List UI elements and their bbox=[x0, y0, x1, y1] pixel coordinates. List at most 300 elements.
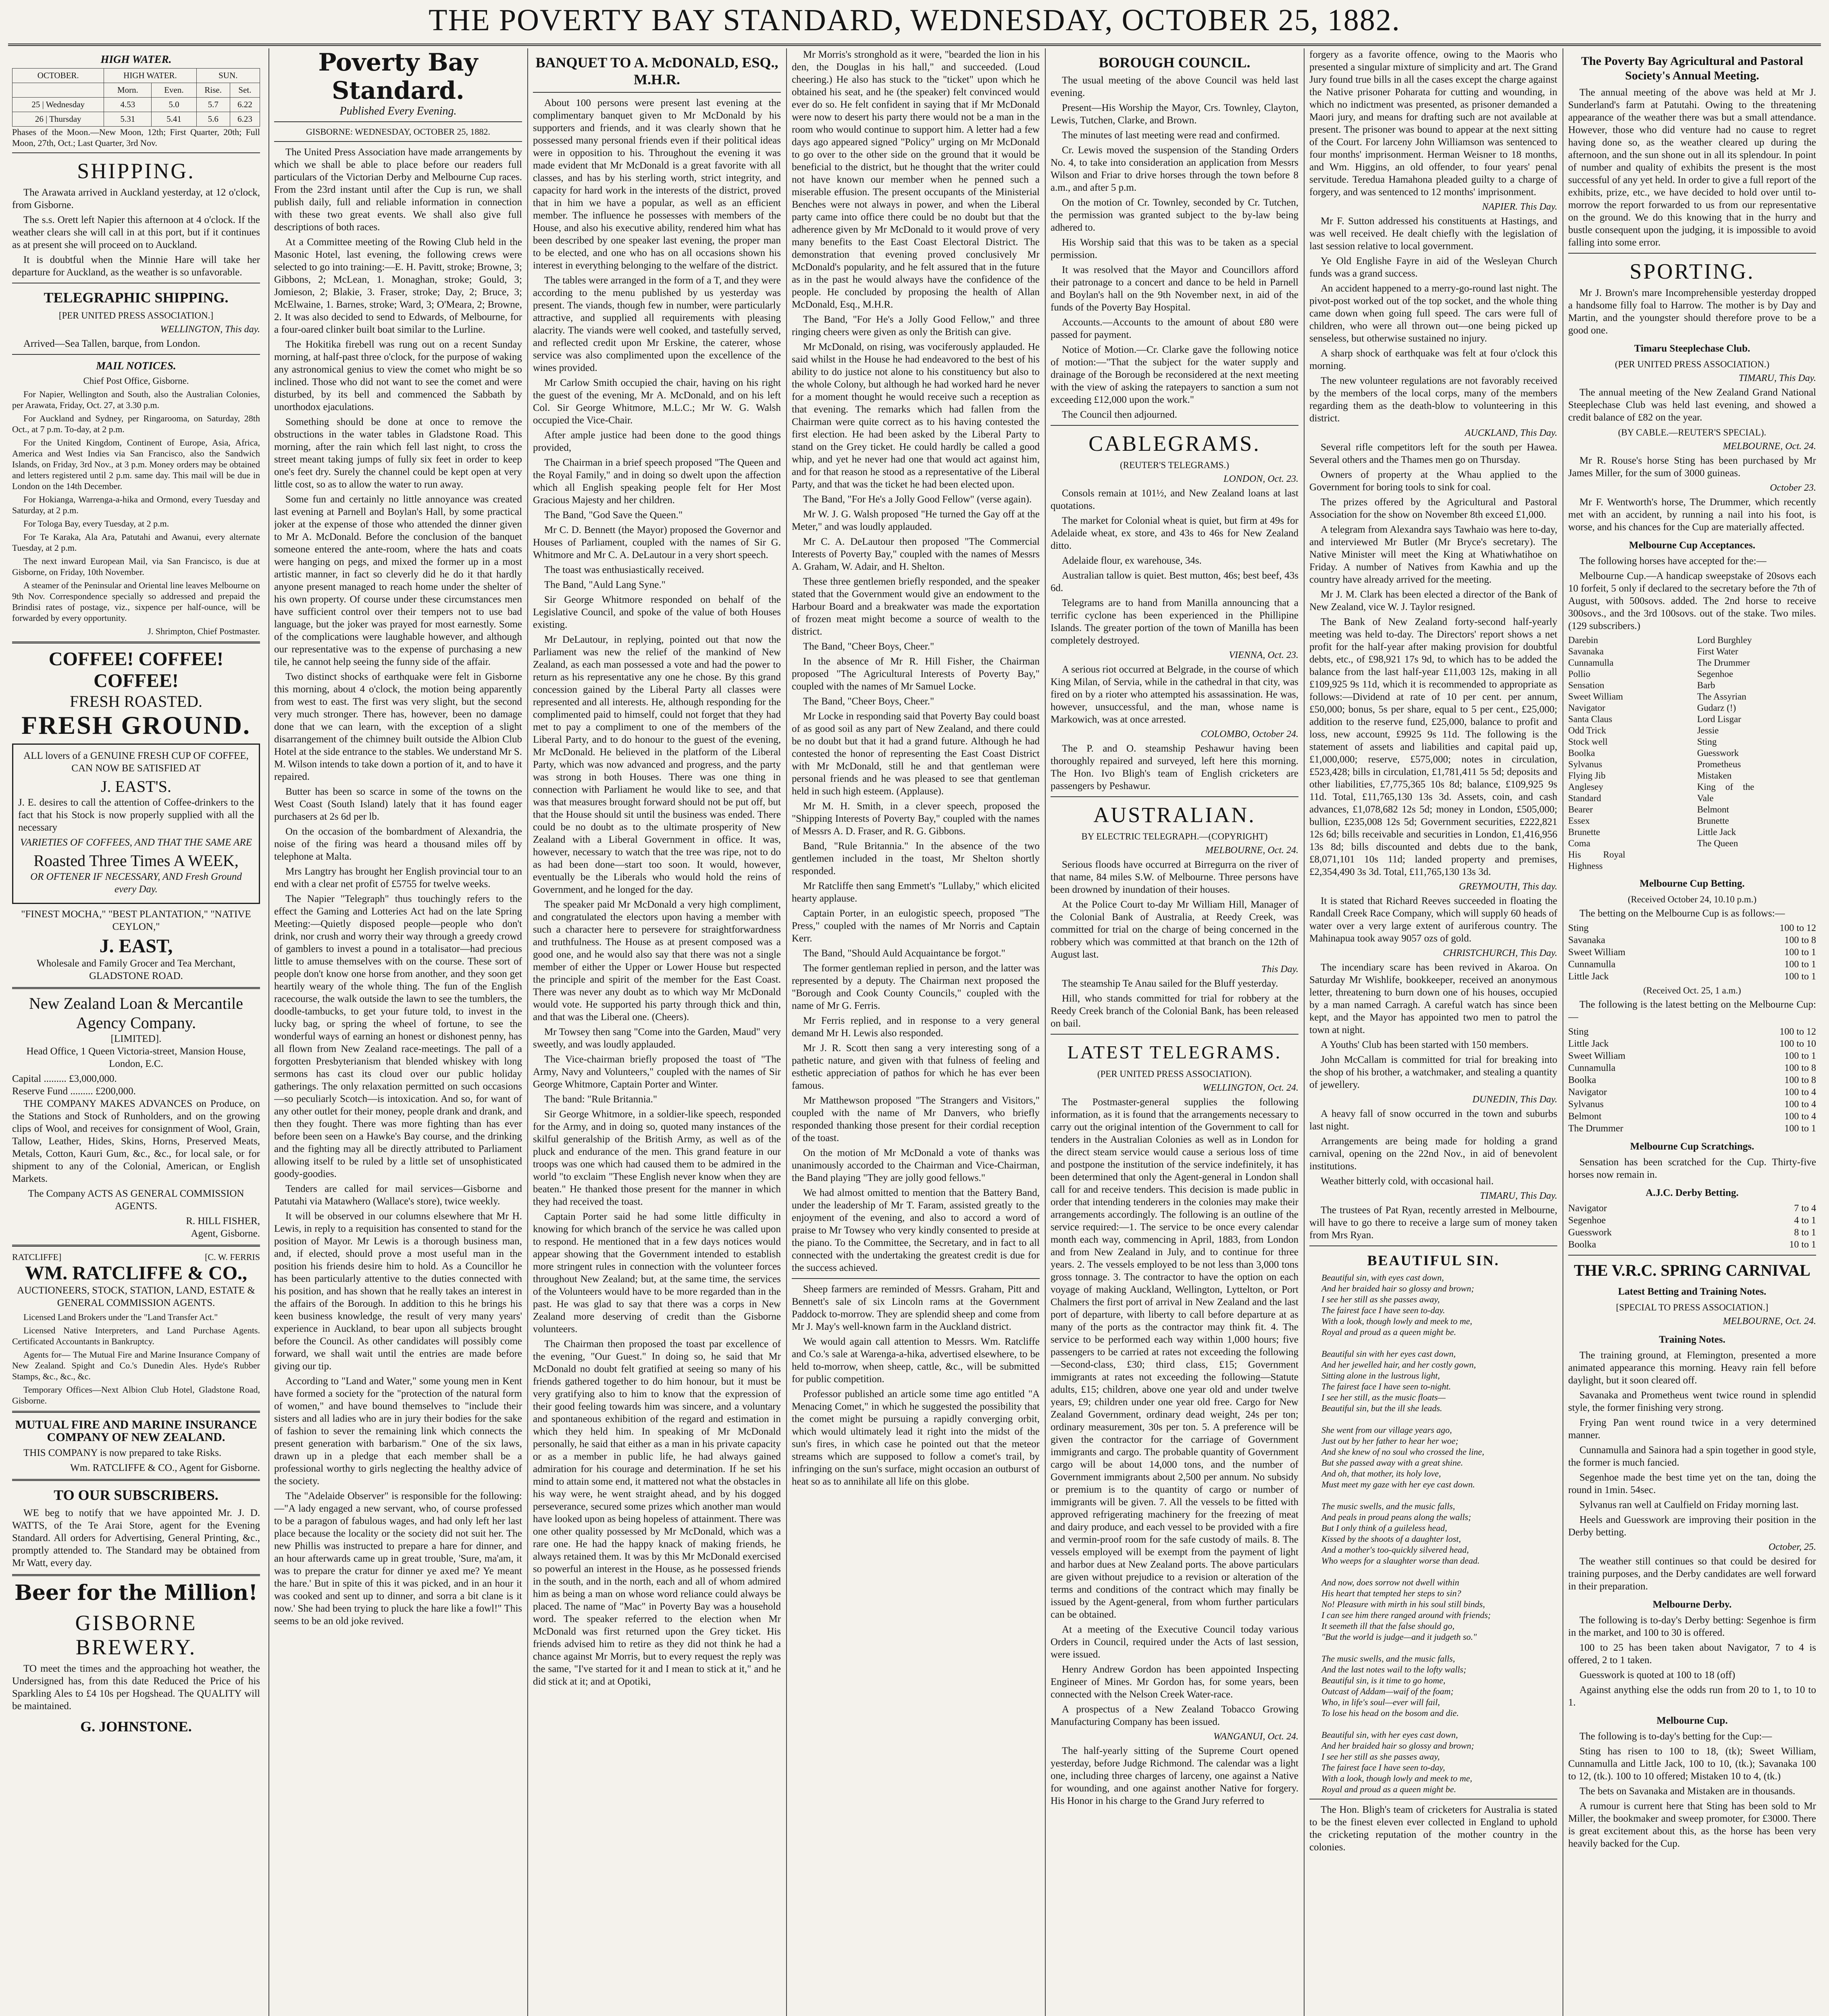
banquet-text: In the absence of Mr R. Hill Fisher, the Chairman proposed "The Agricultural Interests of Poverty Bay," coupled with the names of Mr Samuel Locke. bbox=[792, 656, 1040, 692]
australian-sub: BY ELECTRIC TELEGRAPH.—(COPYRIGHT) bbox=[1081, 831, 1268, 841]
dateline: NAPIER. This Day. bbox=[1482, 202, 1557, 212]
column-7 bbox=[1568, 48, 1816, 2016]
horse-name: The Drummer bbox=[1697, 658, 1750, 668]
poem-line: I see her still as she passes away, bbox=[1321, 1752, 1440, 1762]
horse-name: Sylvanus bbox=[1568, 1099, 1604, 1110]
poem-line: And peals in proud peans along the walls; bbox=[1321, 1512, 1471, 1522]
shipping-title: SHIPPING. bbox=[77, 159, 195, 183]
betting-line bbox=[1568, 1050, 1816, 1062]
sporting-text: Against anything else the odds run from 20 to 1, to 10 to 1. bbox=[1568, 1685, 1816, 1708]
poem-line: Royal and proud as a queen might be. bbox=[1321, 1327, 1457, 1337]
poem-line: But she passed away with a great shine. bbox=[1321, 1458, 1463, 1468]
betting-line bbox=[1568, 922, 1816, 934]
telegram-text: Owners of property at the Whau applied to the Government for boring tools to sink for coal. bbox=[1309, 469, 1557, 493]
horse-name: Anglesey bbox=[1568, 782, 1603, 792]
article-text: Tenders are called for mail services—Gisborne and Patutahi via Matawhero (Wallace's store), twice weekly. bbox=[274, 1183, 522, 1207]
poem-line: The music swells, and the music falls, bbox=[1321, 1654, 1455, 1664]
banquet-text: Sir George Whitmore, in a soldier-like speech, responded for the Army, and in doing so, quoted many instances of the skilful generalship of the British Army, as well as of the pluck and endurance of the men. This grand feature in our troops was one which had caused them to be admired in the world "to exclaim "These English never know when they are beaten." He thanked those present for the manner in which they had received the toast. bbox=[533, 1109, 781, 1207]
poem-line bbox=[1309, 1337, 1557, 1348]
coffee-varieties: "FINEST MOCHA," "BEST PLANTATION," "NATIVE CEYLON," bbox=[21, 909, 251, 932]
tide-row: 25 | Wednesday 4.53 5.0 5.7 6.22 bbox=[12, 98, 260, 112]
cup-betting-title: Melbourne Cup Betting. bbox=[1640, 878, 1745, 889]
betting-line bbox=[1568, 1062, 1816, 1074]
banquet-text: Mr Morris's stronghold as it were, "bearded the lion in his den, the Douglas in his hall," and succeeded. (Loud cheering.) He also has stuck to the "ticket" upon which he obtained his seat, and he (the speaker) felt convinced would ever do so. He felt confident in saying that if Mr McDonald were now to desert his party there would not be a man in the room who would continue to support him. A letter had a few days ago appeared signed "Policy" urging on Mr McDonald to go over to the other side on the ground that it would be beneficial to the district, but he thought that the writer could not have known our member when he penned such a miserable effusion. The present occupants of the Ministerial Benches were not always in power, and when the Liberal party came into office there could be no doubt but that the adherence given by Mr McDonald to it would prove of very many benefits to the East Coast Electoral District. The demonstration that evening proved conclusively Mr McDonald's popularity, and he felt assured that in the future as in the past he would always have the confidence of the people. He concluded by proposing the health of Allan McDonald, Esq., M.H.R. bbox=[792, 49, 1040, 310]
sporting-text: Sylvanus ran well at Caulfield on Friday morning last. bbox=[1579, 1500, 1799, 1510]
council-text: His Worship said that this was to be taken as a special permission. bbox=[1051, 237, 1298, 260]
nzl-office: Head Office, 1 Queen Victoria-street, Mansion House, London, E.C. bbox=[26, 1046, 246, 1069]
betting-line bbox=[1568, 934, 1816, 946]
banquet-title: BANQUET TO A. McDONALD, ESQ., M.H.R. bbox=[535, 54, 778, 87]
high-water-title: HIGH WATER. bbox=[100, 53, 172, 65]
sub-heading: [SPECIAL TO PRESS ASSOCIATION.] bbox=[1616, 1302, 1769, 1312]
poem-line: She went from our village years ago, bbox=[1321, 1425, 1452, 1435]
nzl-capital: Capital ......... £3,000,000. bbox=[12, 1073, 117, 1084]
horse-name: Sylvanus bbox=[1568, 759, 1602, 769]
banquet-text: On the motion of Mr McDonald a vote of thanks was unanimously accorded to the Chairman and Vice-Chairman, the Band playing "They are jolly good fellows." bbox=[792, 1148, 1040, 1183]
column-divider bbox=[527, 48, 528, 2016]
column-4 bbox=[792, 48, 1040, 2016]
agricultural-text: The annual meeting of the above was held at Mr J. Sunderland's farm at Patutahi. Owing to the threatening appearance of the weather there was but a small attendance. However, those who did venture had no cause to regret having done so, as the weather cleared up during the afternoon, and the sun shone out in all its splendour. In point of number and quality of exhibits the present is the most successful of any yet held. In order to give a full report of the exhibits, prize, etc., we have decided to hold over until to-morrow the report forwarded to us from our representative on the ground. We do this knowing that in the hurry and bustle consequent upon the judging, it is impossible to avoid falling into some error. bbox=[1568, 87, 1816, 248]
betting-odds: 100 to 12 bbox=[1779, 923, 1816, 933]
betting-line bbox=[1568, 946, 1816, 958]
poem-line: And now, does sorrow not dwell within bbox=[1321, 1577, 1459, 1587]
sporting-text: Heels and Guesswork are improving their position in the Derby betting. bbox=[1568, 1514, 1816, 1538]
horse-name: Essex bbox=[1568, 816, 1590, 826]
brewery-text: TO meet the times and the approaching hot weather, the Undersigned has, from this date Reduced the Price of his Sparkling Ales to £4 10s per Hogshead. The QUALITY will be maintained. bbox=[12, 1663, 260, 1712]
article-text: According to "Land and Water," some young men in Kent have formed a society for the "protection of the natural form of women," and have bound themselves to "include their sisters and all ladies who are in jury their bodies for the sake of fashion to sever the remaining link which connects the present generation with barbarism." One of the six laws, drawn up in a pledge that each member shall be a professional worthy to girls neglecting the healthy advice of the society. bbox=[274, 1376, 522, 1487]
horse-name: The Assyrian bbox=[1697, 691, 1746, 702]
sporting-text: Guesswork is quoted at 100 to 18 (off) bbox=[1579, 1670, 1735, 1681]
poem-line: The fairest face I have seen to-day. bbox=[1321, 1305, 1445, 1315]
horse-name: Brunette bbox=[1568, 827, 1600, 837]
horse-name: Standard Bearer bbox=[1568, 793, 1601, 814]
mail-text: For Napier, Wellington and South, also the Australian Colonies, per Arawata, Friday, Oct. 27, at 3.30 p.m. bbox=[12, 389, 260, 410]
sporting-text: Sting has risen to 100 to 18, (tk); Sweet William, Cunnamulla and Little Jack, 100 to 10, (tk.); Savanaka 100 to 12, (tk.). 100 to 10 offered; Mistaken 10 to 4, (tk.) bbox=[1568, 1746, 1816, 1782]
banquet-text: About 100 persons were present last evening at the complimentary banquet given to Mr McDonald by his supporters and friends, and it was clearly shown that he possessed many personal friends even if their political ideas were in opposition to his. Throughout the evening it was made evident that Mr McDonald is a great favorite with all classes, and has by his sterling worth, strict integrity, and capacity for hard work in the interests of the district, proved that in him we have a popular, as well as an efficient member. The influence he possesses with members of the House, and also his executive ability, rendered him what has been described by one speaker last evening, the proper man to be elected, and one who has on all occasions shown his interest in everything belonging to the welfare of the district. bbox=[533, 98, 781, 271]
poem-line: I can see him there ranged around with friends; bbox=[1321, 1610, 1491, 1620]
horse-name: Lord Lisgar bbox=[1697, 714, 1742, 724]
cable-text: The market for Colonial wheat is quiet, but firm at 49s for Adelaide wheat, ex store, and 43s to 46s for New Zealand ditto. bbox=[1051, 515, 1298, 551]
borough-council-title: BOROUGH COUNCIL. bbox=[1099, 54, 1251, 71]
horse-name: Boolka bbox=[1568, 748, 1595, 758]
telegraphic-text: Arrived—Sea Tallen, barque, from London. bbox=[23, 338, 200, 349]
column-divider bbox=[268, 48, 269, 2016]
horse-name: Coma bbox=[1568, 838, 1590, 848]
horse-name: Belmont bbox=[1568, 1111, 1602, 1122]
poem-line: Kissed by the shoots of a daughter lost, bbox=[1321, 1534, 1461, 1544]
council-text: On the motion of Cr. Townley, seconded by Cr. Tutchen, the permission was granted subject to the by-law being adhered to. bbox=[1051, 197, 1298, 233]
local-news-text: Professor published an article some time ago entitled "A Menacing Comet," in which he suggested the possibility that the comet might be pursuing a rapidly converging orbit, which would ultimately lead it right into the midst of the sun's fires, in which case he pointed out that the meteor streams which are supposed to follow a comet's trail, by infringing on the sun's surface, might occasion an outburst of heat so as to annihilate all life on this globe. bbox=[792, 1389, 1040, 1487]
banquet-text: Mr McDonald, on rising, was vociferously applauded. He said whilst in the House he had endeavored to the best of his ability to do justice not alone to his constituency but also to the whole Colony, but although he had worked hard he never for a moment thought he would receive such a reception as that evening. The remarks which had fallen from the Chairman were quite correct as to his having contested the first election. He had been asked by the Liberal Party to stand on the Grey ticket. He could hardly be called a good whip, and yet he never had one that would act against him, and for that reason he stood as a representative of the Liberal Party, and that was the ticket he had been elected upon. bbox=[792, 342, 1040, 490]
column-1 bbox=[12, 48, 260, 2016]
coffee-fresh-ground: FRESH GROUND. bbox=[21, 711, 251, 739]
column-6 bbox=[1309, 48, 1557, 2016]
poem-line: Must meet my gaze with her eye cast down. bbox=[1321, 1479, 1475, 1489]
subscribers-title: TO OUR SUBSCRIBERS. bbox=[54, 1487, 218, 1503]
council-text: Accounts.—Accounts to the amount of about £80 were passed for payment. bbox=[1051, 317, 1298, 340]
betting-line bbox=[1568, 1123, 1816, 1135]
column-divider bbox=[1045, 48, 1046, 2016]
horse-name: Stock well bbox=[1568, 737, 1608, 747]
horse-name: Cunnamulla bbox=[1568, 959, 1616, 970]
nzl-title: New Zealand Loan & Mercantile Agency Company. bbox=[29, 994, 243, 1032]
poem-line: Beautiful sin, is it time to go home, bbox=[1321, 1675, 1446, 1685]
horse-name: Flying Jib bbox=[1568, 771, 1606, 781]
telegram-text: A Youths' Club has been started with 150 members. bbox=[1321, 1039, 1529, 1050]
banquet-text: The Vice-chairman briefly proposed the toast of "The Army, Navy and Volunteers," coupled with the names of Sir George Whitmore, Captain Porter and Winter. bbox=[533, 1054, 781, 1090]
tide-header: OCTOBER. bbox=[12, 69, 104, 83]
betting-odds: 100 to 1 bbox=[1784, 947, 1816, 958]
sporting-text: Mr F. Wentworth's horse, The Drummer, which recently met with an accident, by running a nail into his foot, is worse, and his chances for the Cup are materially affected. bbox=[1568, 497, 1816, 533]
mail-text: For the United Kingdom, Continent of Europe, Asia, Africa, America and West Indies via San Francisco, also the Sandwich Islands, on Friday, 3rd Nov., at 3 p.m. Money orders may be obtained and letters registered until 2 p.m. same day. This mail will be due in London on the 14th December. bbox=[12, 437, 260, 491]
horse-name: Sweet William bbox=[1568, 1051, 1625, 1061]
banquet-text: The band: "Rule Britannia." bbox=[544, 1094, 658, 1105]
dateline: WELLINGTON, Oct. 24. bbox=[1203, 1083, 1298, 1093]
banquet-text: The Band, "For He's a Jolly Good Fellow" (verse again). bbox=[803, 494, 1032, 505]
betting-odds: 100 to 10 bbox=[1779, 1039, 1816, 1049]
horse-name: Sting bbox=[1697, 737, 1717, 747]
horse-name: Guesswork bbox=[1697, 748, 1739, 758]
banquet-text: The tables were arranged in the form of a T, and they were according to the menu published by us yesterday was present. The viands, though few in number, were particularly attractive, and supplied all requirements with pleasing alacrity. The viands were well cooked, and tastefully served, and reflected credit upon Mr Erskine, the caterer, whose service was also complimented upon the excellence of the wines provided. bbox=[533, 275, 781, 373]
banquet-text: Captain Porter said he had some little difficulty in knowing for which branch of the service he was called upon to respond. He mentioned that in a few days notices would appear showing that the Government intended to establish more stringent rules in connection with the volunteer forces throughout New Zealand; but, at the same time, the services of the Volunteers would have to be more regarded than in the past. He was glad to say that there was a corps in New Zealand more deserving of credit than the Gisborne volunteers. bbox=[533, 1211, 781, 1335]
mutual-text: THIS COMPANY is now prepared to take Risks. bbox=[23, 1447, 222, 1458]
sporting-text: Melbourne Cup.—A handicap sweepstake of 20sovs each 10 forfeit, 5 only if declared to the secretary before the 7th of August, with 500sovs. added. The 2nd horse to receive 300sovs., and the 3rd 100sovs. out of the stake. Two miles. (129 subscribers.) bbox=[1568, 571, 1816, 631]
mail-notices-title: MAIL NOTICES. bbox=[96, 360, 176, 372]
banquet-text: The Band, "For He's a Jolly Good Fellow," and three ringing cheers were given as only the British can give. bbox=[792, 314, 1040, 337]
poem-line: Just out by her father to hear her woe; bbox=[1321, 1436, 1459, 1446]
horse-name: Belmont bbox=[1697, 804, 1729, 814]
banquet-text: Mr Locke in responding said that Poverty Bay could boast of as good soil as any part of New Zealand, and there could be no doubt but that it had a grand future. Although he had contested the honor of representing the East Coast District with Mr McDonald, still he and that gentleman were personal friends and he was pleased to see that gentleman held in such high esteem. (Applause). bbox=[792, 711, 1040, 797]
article-text: Butter has been so scarce in some of the towns on the West Coast (South Island) lately that it has found eager purchasers at 2s 6d per lb. bbox=[274, 786, 522, 822]
dateline: CHRISTCHURCH, This Day. bbox=[1442, 948, 1557, 958]
horse-name: Sting bbox=[1568, 923, 1589, 933]
article-text: Two distinct shocks of earthquake were felt in Gisborne this morning, about 4 o'clock, the motion being apparently from west to east. The first was very slight, but the second very much stronger. There has, however, been no damage done that we can learn, with the exception of a slight disarrangement of the chimney built outside the Albion Club Hotel at the side entrance to the stables. We understand Mr S. M. Wilson intends to take down a portion of it, and to have it repaired. bbox=[274, 671, 522, 782]
column-3 bbox=[533, 48, 781, 2016]
horse-name: Savanaka bbox=[1568, 935, 1605, 946]
banquet-text: The Band, "Cheer Boys, Cheer." bbox=[803, 641, 934, 652]
sporting-text: Frying Pan went round twice in a very determined manner. bbox=[1568, 1417, 1816, 1441]
poem-line: Beautiful sin, with her eyes cast down, bbox=[1321, 1730, 1458, 1740]
horse-name: Sensation bbox=[1568, 680, 1604, 690]
horse-name: Savanaka bbox=[1568, 646, 1604, 656]
poem-line bbox=[1309, 1642, 1557, 1653]
ferris-right: [C. W. FERRIS bbox=[205, 1252, 260, 1262]
masthead-rule bbox=[8, 44, 1821, 46]
horse-name: Boolka bbox=[1568, 1075, 1596, 1085]
betting-line bbox=[1568, 1098, 1816, 1110]
poem-line: Beautiful sin, with eyes cast down, bbox=[1321, 1272, 1444, 1283]
mail-signature: J. Shrimpton, Chief Postmaster. bbox=[148, 626, 260, 636]
banquet-text: Mr C. A. DeLautour then proposed "The Commercial Interests of Poverty Bay," coupled with the names of Messrs A. Graham, W. Adair, and H. Shelton. bbox=[792, 536, 1040, 572]
banquet-text: The former gentleman replied in person, and the latter was represented by a deputy. The Chairman next proposed the "Borough and Cook County Councils," coupled with the name of Mr G. Ferris. bbox=[792, 963, 1040, 1011]
moon-phases: Phases of the Moon.—New Moon, 12th; First Quarter, 20th; Full Moon, 27th, Oct.; Last Quarter, 3rd Nov. bbox=[12, 127, 260, 148]
betting-line bbox=[1568, 1227, 1816, 1239]
sporting-text: The bets on Savanaka and Mistaken are in thousands. bbox=[1579, 1786, 1796, 1797]
banquet-text: Mr J. R. Scott then sang a very interesting song of a pathetic nature, and given with that fulness of feeling and esthetic appreciation of pathos for which he has ever been famous. bbox=[792, 1043, 1040, 1091]
telegram-text: Arrangements are being made for holding a grand carnival, opening on the 22nd Nov., in aid of benevolent institutions. bbox=[1309, 1136, 1557, 1172]
horse-name: The Queen bbox=[1697, 838, 1738, 848]
telegram-text: Mr J. M. Clark has been elected a director of the Bank of New Zealand, vice W. J. Taylor resigned. bbox=[1309, 589, 1557, 612]
horse-name: Segenhoe bbox=[1697, 669, 1733, 679]
australian-text: Serious floods have occurred at Birregurra on the river of that name, 84 miles S.W. of Melbourne. Three persons have been drowned by inundation of their houses. bbox=[1051, 859, 1298, 895]
poem-line: And her braided hair so glossy and brown; bbox=[1321, 1741, 1474, 1751]
tide-subheader: Morn. bbox=[104, 83, 152, 98]
betting-line bbox=[1568, 1239, 1816, 1251]
ratcliffe-text: Agents for— The Mutual Fire and Marine Insurance Company of New Zealand. Spight and Co.'s Dunedin Ales. Hyde's Rubber Stamps, &c., &c., &c. bbox=[12, 1350, 260, 1381]
banquet-text: Mr Carlow Smith occupied the chair, having on his right the guest of the evening, Mr A. McDonald, and on his left Col. Sir George Whitmore, M.L.C.; Mr W. G. Walsh occupied the Vice-Chair. bbox=[533, 377, 781, 426]
betting-list bbox=[1568, 1202, 1816, 1251]
banquet-text: Mr Ferris replied, and in response to a very general demand Mr H. Lewis also responded. bbox=[792, 1015, 1040, 1039]
sporting-text: Cunnamulla and Sainora had a spin together in good style, the former is much fancied. bbox=[1568, 1445, 1816, 1468]
betting-line bbox=[1568, 1026, 1816, 1038]
ratcliffe-text: Licensed Native Interpreters, and Land Purchase Agents. Certificated Accountants in Bankruptcy. bbox=[12, 1325, 260, 1346]
poem-line: Outcast of Addam—waif of the foam; bbox=[1321, 1686, 1454, 1696]
banquet-text: The Band, "Should Auld Acquaintance be forgot." bbox=[803, 948, 1005, 959]
cable-text: Australian tallow is quiet. Best mutton, 46s; best beef, 43s 6d. bbox=[1051, 570, 1298, 594]
betting-line bbox=[1568, 1202, 1816, 1214]
betting-odds: 100 to 4 bbox=[1784, 1087, 1816, 1098]
poem-line bbox=[1309, 1566, 1557, 1577]
poem-line: Beautiful sin, but the ill she leads. bbox=[1321, 1403, 1442, 1413]
article-text: The "Adelaide Observer" is responsible for the following:—"A lady engaged a new servant, who, of course professed to be a paragon of fabulous wages, and had only left her last place because the locality or the society did not suit her. The new Phillis was instructed to prepare a hare for dinner, and an hour afterwards came up in great trouble, 'Sure, ma'am, it was to prepare the cratur for dinner ye axed me? Ye meant the hare.' But in spite of this it was picked, and in an hour it was cooked and sent up to dinner, and sorra a bit clane is it now.' She had been trying to pluck the hare like a fowl!" This seems to be an old joke revived. bbox=[274, 1491, 522, 1627]
betting-line bbox=[1568, 1214, 1816, 1227]
poem-line: Who, in life's soul—ever will fail, bbox=[1321, 1697, 1440, 1707]
latest-telegrams-title: LATEST TELEGRAMS. bbox=[1067, 1042, 1282, 1062]
banquet-text: We had almost omitted to mention that the Battery Band, under the leadership of Mr T. Faram, assisted greatly to the enjoyment of the evening, and also to accord a word of praise to Mr Towsey who very kindly consented to preside at the piano. To the Committee, the Secretary, and in fact to all connected with the undertaking the greatest credit is due for the success achieved. bbox=[792, 1187, 1040, 1273]
telegram-text: Several rifle competitors left for the south per Hawea. Several others and the Thames men go on Thursday. bbox=[1309, 442, 1557, 465]
australian-text: At the Police Court to-day Mr William Hill, Manager of the Colonial Bank of Australia, at Reedy Creek, was committed for trial on the charge of being concerned in the robbery which was committed at that branch on the 12th of August last. bbox=[1051, 899, 1298, 960]
poem-line bbox=[1309, 1414, 1557, 1425]
sub-heading: Training Notes. bbox=[1659, 1334, 1725, 1345]
horse-name: Lord Burghley bbox=[1697, 635, 1752, 645]
acceptances-list bbox=[1568, 635, 1816, 872]
poem-line: And the last notes wail to the lofty walls; bbox=[1321, 1664, 1467, 1674]
sporting-text: The following is the latest betting on the Melbourne Cup:— bbox=[1568, 999, 1816, 1023]
poem-line: I see her still as she passes away, bbox=[1321, 1294, 1440, 1304]
betting-odds: 10 to 1 bbox=[1789, 1239, 1816, 1250]
tide-header: HIGH WATER. bbox=[104, 69, 196, 83]
telegram-text: The Postmaster-general supplies the following information, as it is found that the arrangements necessary to carry out the original intention of the Government to call for tenders in the Australian Colonies as well as in London for the direct steam service would cause a serious loss of time and postpone the institution of the service indefinitely, it has been determined that only the Agent-general in London shall call for and receive tenders. This decision is made public in order that intending tenderers in the colonies may make their arrangements accordingly. The following is an outline of the service required:—1. The service to be once every calendar month each way, commencing in April, 1883, from London and from New Zealand in July, and to continue for three years. 2. The vessels employed to be not less than 3,000 tons gross tonnage. 3. The contractor to have the option on each voyage of making Auckland, Wellington, Lyttelton, or Port Chalmers the first port of arrival in New Zealand and the last port of departure, with liberty to call before departure at as many of the ports as the contractor may think fit. 4. The service to be performed each way within 1,000 hours; five passengers to be carried at rates not exceeding the following—Second-class, £30; third class, £15; Government immigrants at rates not exceeding the following—Statute adults, £15; children, above one year old and under twelve years, £9; children under one year old free. Cargo for New Zealand Government, ordinary dead weight, 24s per ton; ordinary measurement, 30s per ton. 5. A preference will be given the contractor for the carriage of Government immigrants and cargo. The probable quantity of Government cargo will be about 14,000 tons, and the number of Government immigrants about 2,500 per annum. No subsidy or premium is to the quantity of cargo or number of immigrants will be given. 7. All the vessels to be fitted with approved refrigerating machinery for the freezing of meat and dairy produce, and each vessel to be provided with a fire and vermin-proof room for the safe custody of mails. 8. The vessels employed will be exempt from the payment of light and harbor dues at New Zealand ports. The above particulars are given without prejudice to a revision or alteration of the terms and conditions of the contract which may finally be issued by the Agent-general, from whom further particulars can be obtained. bbox=[1051, 1097, 1298, 1620]
telegram-text: A telegram from Alexandra says Tawhaio was here to-day, and interviewed Mr Butler (Mr Bryce's secretary). The Native Minister will meet the King at Whatiwhatihoe on Friday. A number of Natives from Kawhia and up the country have already arrived for the meeting. bbox=[1309, 524, 1557, 585]
article-text: The Napier "Telegraph" thus touchingly refers to the effect the Gaming and Lotteries Act had on the late Spring Meeting:—Quietly disposed people—people who don't drink, nor crush and worry their way through a greedy crowd of gamblers to invest a pound in a totalisator—had precious little to amuse themselves with on the course. These sort of people don't know one horse from another, and they soon get heartily weary of the whole thing. The fun of the English racecourse, the walk outside the lawn to see the tumblers, the doodle-tambucks, to get your future told, to invest in the lucky bag, or spring the wheel of fortune, to see the wonderful ways of earning an honest or dishonest penny, has all flown from New Zealand race-meetings. The pall of a forgotten Presbyterianism that blended whiskey with long sermons has cast its cloud over our public holiday gatherings. The only relaxation permitted on such occasions—so peculiarly Scotch—is intoxication. And so, for want of any other outlet for their money, people drank and drank, and then they fought. There was more fighting than has ever before been seen on a Hawke's Bay course, and the drinking and the fighting may all be directly attributed to Parliament allowing itself to be ruled by a little set of unsophisticated goody-goodies. bbox=[274, 893, 522, 1179]
banquet-text: The toast was enthusiastically received. bbox=[544, 564, 704, 575]
betting-line bbox=[1568, 1086, 1816, 1098]
horse-name: Sweet William bbox=[1568, 947, 1625, 958]
nzl-text: THE COMPANY MAKES ADVANCES on Produce, on the Stations and Stock of Runholders, and on the growing clips of Wool, and receives for consignment of Wool, Grain, Tallow, Leather, Hides, Skins, Horns, Preserved Meats, Metals, Cotton, Kauri Gum, &c., &c., for local sale, or for shipment to any of the Colonial, American, or English Markets. bbox=[12, 1098, 260, 1184]
sub-heading: (Received October 24, 10.10 p.m.) bbox=[1627, 894, 1757, 904]
betting-odds: 100 to 1 bbox=[1784, 971, 1816, 982]
article-text: The United Press Association have made arrangements by which we shall be able to place before our readers full particulars of the Victorian Derby and Melbourne Cup races. From the 23rd instant until after the Cup is run, we shall publish daily, full and reliable information in connection with these two great events. We shall also give full descriptions of both races. bbox=[274, 147, 522, 233]
australian-title: AUSTRALIAN. bbox=[1093, 803, 1256, 827]
poem-line: To lose his head on the bosom and die. bbox=[1321, 1708, 1459, 1718]
betting-odds: 100 to 1 bbox=[1784, 959, 1816, 970]
dateline: GREYMOUTH, This day. bbox=[1459, 881, 1557, 892]
horse-name: Jessie bbox=[1697, 725, 1719, 735]
subscribers-text: WE beg to notify that we have appointed Mr. J. D. WATTS, of the Te Arai Store, agent for the Evening Standard. All orders for Advertising, General Printing, &c., promptly attended to. The Standard may be obtained from Mr Watt, every day. bbox=[12, 1508, 260, 1568]
tide-table bbox=[12, 68, 260, 127]
betting-odds: 100 to 1 bbox=[1784, 1051, 1816, 1061]
banquet-text: Band, "Rule Britannia." In the absence of the two gentlemen included in the toast, Mr Shelton shortly responded. bbox=[792, 841, 1040, 877]
dateline: This Day. bbox=[1261, 964, 1298, 975]
poem-line: It seemeth ill that the false should go, bbox=[1321, 1621, 1454, 1631]
horse-name: King of the Vale bbox=[1697, 782, 1754, 803]
dateline: MELBOURNE, Oct. 24. bbox=[1723, 441, 1816, 452]
cablegrams-title: CABLEGRAMS. bbox=[1088, 431, 1261, 456]
cup-scratchings-title: Melbourne Cup Scratchings. bbox=[1630, 1141, 1754, 1152]
council-text: It was resolved that the Mayor and Councillors afford their patronage to a concert and dance to be held in Parnell and Boylan's hall on the 9th November next, in aid of the funds of the Poverty Bay Hospital. bbox=[1051, 264, 1298, 313]
horse-name: Sting bbox=[1568, 1027, 1589, 1037]
acceptances-left bbox=[1568, 635, 1687, 872]
latest-sub: (PER UNITED PRESS ASSOCIATION). bbox=[1097, 1069, 1252, 1079]
poem-line: His heart that tempted her steps to sin? bbox=[1321, 1588, 1461, 1598]
horse-name: His Royal Highness bbox=[1568, 850, 1625, 871]
article-text: Something should be done at once to remove the obstructions in the water tables in Gladstone Road. This morning, after the rain which fell last night, to cross the street meant taking jumps of fully six feet in order to keep one's feet dry. Surely the channel could be kept open at very little cost, so as to allow the water to run away. bbox=[274, 417, 522, 490]
poem-line: And her jewelled hair, and her costly gown, bbox=[1321, 1360, 1476, 1370]
poem-title: BEAUTIFUL SIN. bbox=[1367, 1252, 1500, 1268]
sporting-text: The following horses have accepted for the:— bbox=[1579, 556, 1767, 566]
local-news-text: Sheep farmers are reminded of Messrs. Graham, Pitt and Bennett's sale of six Lincoln rams at the Government Paddock to-morrow. They are splendid sheep and come from Mr J. May's well-known farm in the Auckland district. bbox=[792, 1284, 1040, 1332]
poem-line: The fairest face I have seen to-day, bbox=[1321, 1762, 1445, 1772]
published-line: Published Every Evening. bbox=[339, 105, 457, 117]
poem-line: With a look, though lowly and meek to me, bbox=[1321, 1316, 1472, 1326]
council-text: The usual meeting of the above Council was held last evening. bbox=[1051, 75, 1298, 98]
council-text: The Council then adjourned. bbox=[1062, 409, 1178, 420]
beer-title: Beer for the Million! bbox=[14, 1581, 258, 1605]
dateline: WELLINGTON, This day. bbox=[160, 324, 260, 335]
tide-header: SUN. bbox=[196, 69, 260, 83]
horse-name: First Water bbox=[1697, 646, 1738, 656]
poem-line bbox=[1309, 1718, 1557, 1729]
betting-odds: 100 to 8 bbox=[1784, 1063, 1816, 1073]
sporting-text: The following is to-day's Derby betting: Segenhoe is firm in the market, and 100 to 30 is offered. bbox=[1568, 1615, 1816, 1638]
telegraphic-sub: [PER UNITED PRESS ASSOCIATION.] bbox=[58, 310, 214, 321]
article-text: On the occasion of the bombardment of Alexandria, the noise of the firing was heard a thousand miles off by telephone at Malta. bbox=[274, 826, 522, 862]
banquet-text: After ample justice had been done to the good things provided, bbox=[533, 430, 781, 453]
betting-odds: 100 to 4 bbox=[1784, 1111, 1816, 1122]
dateline: TIMARU, This Day. bbox=[1480, 1191, 1557, 1201]
banquet-text: Mr DeLautour, in replying, pointed out that now the Parliament was new the relief of the mankind of New Zealand, as each man possessed a vote and had the power to return as his representative any one he chose. By this grand concession gained by the Liberal Party all classes were represented and all interests. He, although responding for the complimented paid to himself, could not forget that they had met to pay a compliment to one of the members of the Liberal Party, and to do honour to the guest of the evening, Mr McDonald. He believed in the platform of the Liberal Party, which was now advanced and progress, and the party was strong in both Houses. There was one thing in connection with Parliament he would like to see, and that was that measures brought forward should not be put off, but that the House should sit until the business was ended. There could be no doubt as to the ultimate prosperity of New Zealand with a Liberal Government in office. It was, however, necessary to watch that the tree was ripe, not to do as had been done—start too soon. It would, however, eventually be the Liberals who would hold the reins of Government, and he longed for the day. bbox=[533, 634, 781, 895]
telegram-text: An accident happened to a merry-go-round last night. The pivot-post worked out of the top socket, and the whole thing came down when going full speed. The cars were full of children, who were all thrown out—one being picked up senseless, but otherwise sustained no injury. bbox=[1309, 283, 1557, 344]
poem-line: I see her still, as the music floats— bbox=[1321, 1392, 1446, 1402]
council-text: Present—His Worship the Mayor, Crs. Townley, Clayton, Lewis, Tutchen, Clarke, and Brown. bbox=[1051, 102, 1298, 126]
poem-line: And her braided hair so glossy and brown; bbox=[1321, 1283, 1474, 1293]
coffee-ad-box: ALL lovers of a GENUINE FRESH CUP OF COFFEE, CAN NOW BE SATISFIED AT J. EAST'S. J. E. desires to call the attention of Coffee-drinkers to the fact that his Stock is now properly supplied with all the necessary VARIETIES OF COFFEES, AND THAT THE SAME ARE Roasted Three Times A WEEK, OR OFTENER IF NECESSARY, AND Fresh Ground every Day. bbox=[12, 744, 260, 904]
poem-line: But I only think of a guileless head, bbox=[1321, 1523, 1447, 1533]
tide-subheader: Rise. bbox=[196, 83, 230, 98]
mail-text: For Te Karaka, Ala Ara, Patutahi and Awanui, every alternate Tuesday, at 2 p.m. bbox=[12, 532, 260, 553]
cup-acceptances-title: Melbourne Cup Acceptances. bbox=[1629, 540, 1756, 551]
edition-date: GISBORNE: WEDNESDAY, OCTOBER 25, 1882. bbox=[306, 127, 490, 137]
ajc-derby-title: A.J.C. Derby Betting. bbox=[1646, 1187, 1739, 1198]
column-5 bbox=[1051, 48, 1298, 2016]
sub-heading: (PER UNITED PRESS ASSOCIATION.) bbox=[1615, 359, 1770, 369]
banquet-text: Sir George Whitmore responded on behalf of the Legislative Council, and spoke of the value of both Houses existing. bbox=[533, 594, 781, 630]
dateline: October 23. bbox=[1770, 483, 1816, 493]
betting-line bbox=[1568, 1038, 1816, 1050]
mail-text: For Auckland and Sydney, per Ringarooma, on Saturday, 28th Oct., at 7 p.m. To-day, at 2 p.m. bbox=[12, 413, 260, 434]
horse-name: Prometheus bbox=[1697, 759, 1741, 769]
poem-body bbox=[1309, 1272, 1557, 1795]
dateline: DUNEDIN, This Day. bbox=[1472, 1094, 1557, 1105]
acceptances-right bbox=[1697, 635, 1816, 872]
agricultural-title: The Poverty Bay Agricultural and Pastoral Society's Annual Meeting. bbox=[1581, 54, 1803, 82]
betting-odds: 4 to 1 bbox=[1794, 1215, 1816, 1226]
horse-name: Pollio bbox=[1568, 669, 1590, 679]
telegram-text: Mr F. Sutton addressed his constituents at Hastings, and was well received. He dealt chiefly with the legislation of last session relative to local government. bbox=[1309, 216, 1557, 252]
cablegrams-sub: (REUTER'S TELEGRAMS.) bbox=[1120, 460, 1229, 470]
horse-name: Odd Trick bbox=[1568, 725, 1606, 735]
horse-name: Little Jack bbox=[1697, 827, 1736, 837]
poem-line: Royal and proud as a queen might be. bbox=[1321, 1784, 1457, 1794]
poem-line: And oh, that mother, its holy love, bbox=[1321, 1468, 1441, 1479]
banquet-text: Mr M. H. Smith, in a clever speech, proposed the "Shipping Interests of Poverty Bay," coupled with the names of Messrs A. D. Fraser, and R. G. Gibbons. bbox=[792, 801, 1040, 837]
council-text: The minutes of last meeting were read and confirmed. bbox=[1062, 130, 1280, 141]
sporting-text: The training ground, at Flemington, presented a more animated appearance this morning. Heavy rain fell before daylight, but it soon cleared off. bbox=[1568, 1350, 1816, 1386]
cricket-text: The Hon. Bligh's team of cricketers for Australia is stated to be the finest eleven ever collected in England to uphold the cricketing reputation of the mother country in the colonies. bbox=[1309, 1804, 1557, 1853]
mutual-signature: Wm. RATCLIFFE & CO., Agent for Gisborne. bbox=[70, 1462, 260, 1473]
shipping-text: It is doubtful when the Minnie Hare will take her departure for Auckland, as the weather is so unfavorable. bbox=[12, 254, 260, 278]
sub-heading: (Received Oct. 25, 1 a.m.) bbox=[1643, 985, 1741, 996]
horse-name: Navigator bbox=[1568, 1087, 1607, 1098]
east-desc: Wholesale and Family Grocer and Tea Merchant, bbox=[37, 958, 235, 969]
dateline: LONDON, Oct. 23. bbox=[1223, 474, 1298, 484]
australian-text: The steamship Te Anau sailed for the Bluff yesterday. bbox=[1062, 978, 1278, 989]
betting-odds: 7 to 4 bbox=[1794, 1203, 1816, 1214]
telegram-text: The half-yearly sitting of the Supreme Court opened yesterday, before Judge Richmond. The calendar was a light one, including three charges of larceny, one against a Native for wounding, and one against another Native for forgery. His Honor in his charge to the Grand Jury referred to bbox=[1051, 1745, 1298, 1806]
horse-name: Navigator bbox=[1568, 703, 1605, 713]
telegram-text: forgery as a favorite offence, owing to the Maoris who presented a singular mixture of simplicity and art. The Grand Jury found true bills in all the cases except the charge against the Native prisoner Poharata for cutting and wounding, in which no indictment was presented, as prisoner demanded a Maori jury, and means for drafting such are not available at present. The prisoner was bound to appear at the next sitting of the Court. For larceny John Williamson was sentenced to four months' imprisonment. Herman Weisner to 18 months, and Wm. Higgins, an old offender, to four years' penal servitude. Teredua Hamahona pleaded guilty to a charge of forgery, and was sentenced to 12 months' imprisonment. bbox=[1309, 49, 1557, 198]
banquet-text: Mr Matthewson proposed "The Strangers and Visitors," coupled with the name of Mr Danvers, who briefly responded thanking those present for their cordial reception of the toast. bbox=[792, 1095, 1040, 1143]
betting-line bbox=[1568, 1110, 1816, 1123]
betting-line bbox=[1568, 971, 1816, 983]
horse-name: Little Jack bbox=[1568, 1039, 1609, 1049]
banquet-text: Captain Porter, in an eulogistic speech, proposed "The Press," coupled with the names of Mr Norris and Captain Kerr. bbox=[792, 908, 1040, 944]
local-news-text: We would again call attention to Messrs. Wm. Ratcliffe and Co.'s sale at Warenga-a-hika, advertised elsewhere, to be held to-morrow, when sheep, cattle, &c., will be submitted for public competition. bbox=[792, 1336, 1040, 1385]
mail-text: The next inward European Mail, via San Francisco, is due at Gisborne, on Friday, 10th November. bbox=[12, 556, 260, 577]
telegraphic-shipping-title: TELEGRAPHIC SHIPPING. bbox=[44, 289, 229, 306]
horse-name: Cunnamulla bbox=[1568, 658, 1614, 668]
telegram-text: A sharp shock of earthquake was felt at four o'clock this morning. bbox=[1309, 348, 1557, 371]
betting-odds: 100 to 8 bbox=[1784, 935, 1816, 946]
article-text: The Hokitika firebell was rung out on a recent Sunday morning, at half-past three o'clock, for the purpose of waking any astronomical genius to view the comet who might be so inclined. Those who did not want to see the comet and were disturbed, by its bell and commenced the Sabbath by unorthodox ejaculations. bbox=[274, 339, 522, 412]
horse-name: Gudarz (!) bbox=[1697, 703, 1736, 713]
nzl-agents: The Company ACTS AS GENERAL COMMISSION AGENTS. bbox=[28, 1188, 244, 1212]
banquet-text: The speaker paid Mr McDonald a very high compliment, and congratulated the electors upon having a member with such a character here to persevere for straightforwardness and truthfulness. The House as at present composed was a good one, and he would also say that there was not a single member of either the Upper or Lower House but respected the principle and spirit of the member for the East Coast. There was never any doubt as to which way Mr McDonald would vote. He supported his party through thick and thin, and that was the Liberal one. (Cheers). bbox=[533, 899, 781, 1023]
poem-line: The fairest face I have seen to-night. bbox=[1321, 1381, 1451, 1391]
horse-name: Cunnamulla bbox=[1568, 1063, 1616, 1073]
nzl-reserve: Reserve Fund ......... £200,000. bbox=[12, 1086, 136, 1097]
cable-text: Adelaide flour, ex warehouse, 34s. bbox=[1062, 555, 1202, 566]
mail-text: A steamer of the Peninsular and Oriental line leaves Melbourne on 9th Nov. Correspondence specially so addressed and prepaid the Brindisi rates of postage, viz., sixpence per half-ounce, will be forwarded by every opportunity. bbox=[12, 580, 260, 623]
poem-line: Who weeps for a slaughter worse than dead. bbox=[1321, 1556, 1480, 1566]
horse-name: Darebin bbox=[1568, 635, 1598, 645]
tide-row: 26 | Thursday 5.31 5.41 5.6 6.23 bbox=[12, 112, 260, 127]
sporting-text: Segenhoe made the best time yet on the tan, doing the round in 1min. 54sec. bbox=[1568, 1472, 1816, 1495]
sub-heading: Latest Betting and Training Notes. bbox=[1618, 1286, 1767, 1297]
article-text: Some fun and certainly no little annoyance was created last evening at Parnell and Boylan's Hall, by some practical joker at the expense of those who attended the dinner given to Mr A. McDonald. Before the conclusion of the banquet someone entered the ante-room, where the hats and coats were hanging on pegs, and mixed the former up in a most artistic manner, in fact so cleverly did he do it that hardly anyone present managed to reach home under the shelter of his own property. Of course under these circumstances men have sufficient control over their tempers not to use bad language, but the joker was prayed for most earnestly. Some of the complications were laughable however, and although our representative was to the expense of purchasing a new tile, he cannot help seeing the funny side of the affair. bbox=[274, 494, 522, 667]
poem-line: The music swells, and the music falls, bbox=[1321, 1501, 1455, 1511]
australian-text: Hill, who stands committed for trial for robbery at the Reedy Creek branch of the Colonial Bank, has been released on bail. bbox=[1051, 993, 1298, 1029]
telegram-text: The Bank of New Zealand forty-second half-yearly meeting was held to-day. The Directors' report shows a net profit for the half-year after making provision for doubtful debts, etc., of £98,921 17s 9d, to which has to be added the balance from the last half-year £11,003 12s, making in all £109,925 9s 11d, which it is recommended to appropriate as follows:—Dividend at rate of 10 per cent. per annum, £50,000; bonus, 5s per share, equal to 5 per cent., £25,000; addition to the reserve fund, £25,000, balance to profit and loss, new account, £9925 9s 11d. The following is the statement of assets and liabilities and capital paid up, £1,000,000; reserve, £575,000; notes in circulation, £523,428; bills in circulation, £1,781,411 5s 5d; deposits and other liabilities, £7,775,365 10s 8d; balance, £109,925 9s 11d. Total, £11,765,130 13s 3d. Assets, coin, and cash advances, £1,078,682 12s 5d; money in London, £505,000; bullion, £235,008 12s 5d; Government securities, £222,821 12s 6d; bills receivable and securities in London, £1,416,956 13s 8d; bills discounted and debts due to the bank, £8,071,101 10s 11d; landed property and premises, £2,354,490 3s 3d. Total, £11,765,130 13s 3d. bbox=[1309, 616, 1557, 877]
sporting-text: Mr R. Rouse's horse Sting has been purchased by Mr James Miller, for the sum of 3000 guineas. bbox=[1568, 455, 1816, 479]
horse-name: The Drummer bbox=[1568, 1123, 1623, 1134]
dateline: WANGANUI, Oct. 24. bbox=[1213, 1731, 1298, 1742]
ratcliffe-text: Temporary Offices—Next Albion Club Hotel, Gladstone Road, Gisborne. bbox=[12, 1385, 260, 1406]
sporting-text: The betting on the Melbourne Cup is as follows:— bbox=[1579, 908, 1785, 919]
column-divider bbox=[1304, 48, 1305, 2016]
sub-heading: (BY CABLE.—REUTER'S SPECIAL). bbox=[1618, 427, 1767, 437]
dateline: MELBOURNE, Oct. 24. bbox=[1205, 845, 1298, 856]
